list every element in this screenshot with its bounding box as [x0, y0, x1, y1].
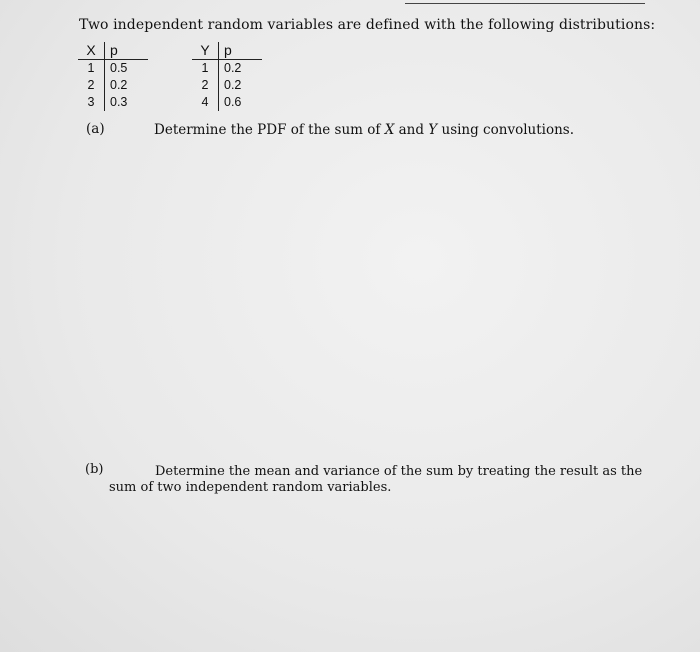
variable-x: X — [384, 122, 395, 138]
table-y-prob: 0.6 — [224, 95, 242, 109]
table-x-prob: 0.5 — [110, 61, 128, 75]
table-row — [78, 94, 148, 111]
table-row — [78, 60, 148, 78]
table-y-prob: 0.2 — [224, 61, 242, 75]
part-b-label: (b) — [85, 462, 104, 477]
table-y-value: 4 — [192, 94, 219, 111]
table-y-value: 2 — [192, 77, 219, 94]
table-row — [192, 60, 262, 78]
part-a-text-after: using convolutions. — [437, 122, 574, 138]
table-x-prob: 0.3 — [110, 95, 128, 109]
part-a-text-before: Determine the PDF of the sum of — [154, 122, 385, 138]
top-rule — [405, 3, 645, 4]
table-row — [192, 77, 262, 94]
table-row — [192, 94, 262, 111]
part-a-label: (a) — [86, 121, 105, 137]
table-y-value: 1 — [192, 60, 219, 78]
table-x — [78, 42, 148, 111]
table-x-value: 3 — [78, 94, 105, 111]
intro-text: Two independent random variables are defined with the following distributions: — [79, 17, 656, 33]
part-a-question — [154, 122, 574, 138]
part-b-text: Determine the mean and variance of the sum by treating the result as the sum of two independent random variables. — [109, 464, 643, 495]
variable-y: Y — [428, 122, 438, 138]
part-b-question — [109, 464, 649, 496]
table-header-row — [78, 42, 148, 60]
table-x-value: 1 — [78, 60, 105, 78]
table-x-header-p: p — [105, 42, 149, 60]
part-a-text-mid: and — [394, 122, 429, 138]
table-row — [78, 77, 148, 94]
table-x-value: 2 — [78, 77, 105, 94]
table-y-header-p: p — [219, 42, 263, 60]
table-y-header-var: Y — [192, 42, 219, 60]
table-x-prob: 0.2 — [110, 78, 128, 92]
table-y-prob: 0.2 — [224, 78, 242, 92]
table-header-row — [192, 42, 262, 60]
table-y — [192, 42, 262, 111]
table-x-header-var: X — [78, 42, 105, 60]
